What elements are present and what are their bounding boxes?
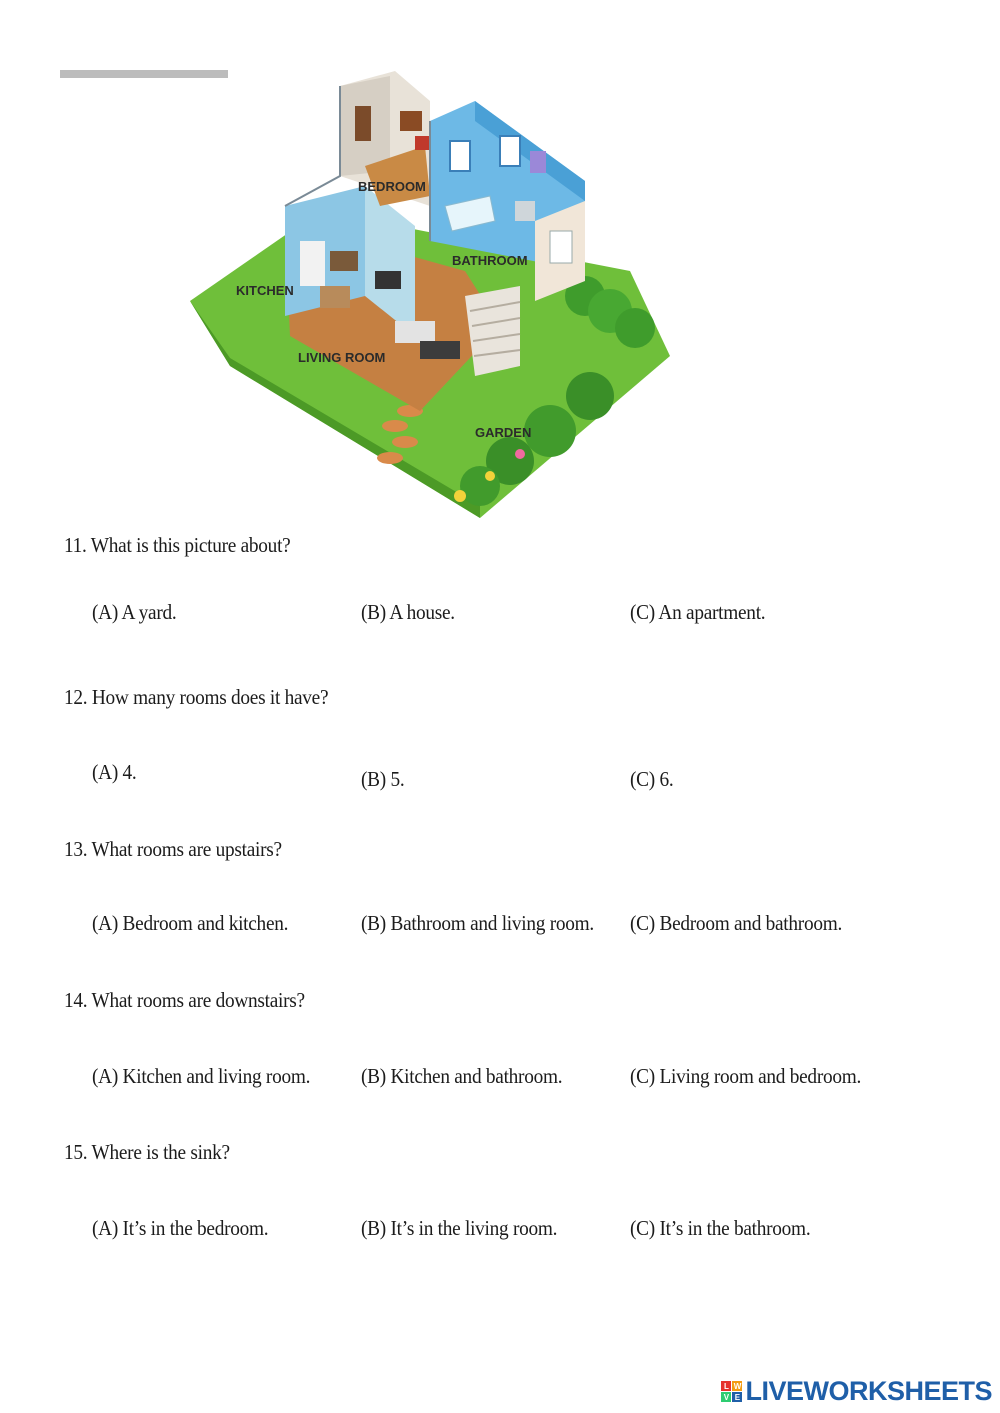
option-11-b[interactable]: (B) A house.: [361, 600, 455, 624]
option-15-b[interactable]: (B) It’s in the living room.: [361, 1216, 558, 1240]
option-15-c[interactable]: (C) It’s in the bathroom.: [630, 1216, 811, 1240]
option-12-b[interactable]: (B) 5.: [361, 767, 405, 791]
option-12-c[interactable]: (C) 6.: [630, 767, 674, 791]
label-bathroom: BATHROOM: [452, 253, 528, 268]
option-14-c[interactable]: (C) Living room and bedroom.: [630, 1064, 862, 1088]
logo-letter-l: L: [721, 1381, 731, 1391]
option-11-a[interactable]: (A) A yard.: [92, 600, 177, 624]
question-11: 11. What is this picture about?: [64, 533, 291, 557]
option-14-a[interactable]: (A) Kitchen and living room.: [92, 1064, 311, 1088]
option-11-c[interactable]: (C) An apartment.: [630, 600, 766, 624]
brand-name: LIVEWORKSHEETS: [745, 1376, 992, 1406]
label-kitchen: KITCHEN: [236, 283, 294, 298]
question-12: 12. How many rooms does it have?: [64, 685, 329, 709]
logo-letter-v: V: [721, 1392, 731, 1402]
house-illustration: [190, 66, 680, 521]
logo-letter-e: E: [732, 1392, 742, 1402]
label-bedroom: BEDROOM: [358, 179, 426, 194]
option-13-a[interactable]: (A) Bedroom and kitchen.: [92, 911, 289, 935]
question-15: 15. Where is the sink?: [64, 1140, 230, 1164]
liveworksheets-logo[interactable]: [721, 1376, 992, 1407]
question-13: 13. What rooms are upstairs?: [64, 837, 282, 861]
option-12-a[interactable]: (A) 4.: [92, 760, 137, 784]
option-14-b[interactable]: (B) Kitchen and bathroom.: [361, 1064, 563, 1088]
label-living-room: LIVING ROOM: [298, 350, 386, 365]
logo-letter-w: W: [733, 1381, 742, 1391]
label-garden: GARDEN: [475, 425, 532, 440]
option-13-b[interactable]: (B) Bathroom and living room.: [361, 911, 594, 935]
option-13-c[interactable]: (C) Bedroom and bathroom.: [630, 911, 843, 935]
option-15-a[interactable]: (A) It’s in the bedroom.: [92, 1216, 269, 1240]
logo-icon: [721, 1381, 742, 1402]
question-14: 14. What rooms are downstairs?: [64, 988, 305, 1012]
